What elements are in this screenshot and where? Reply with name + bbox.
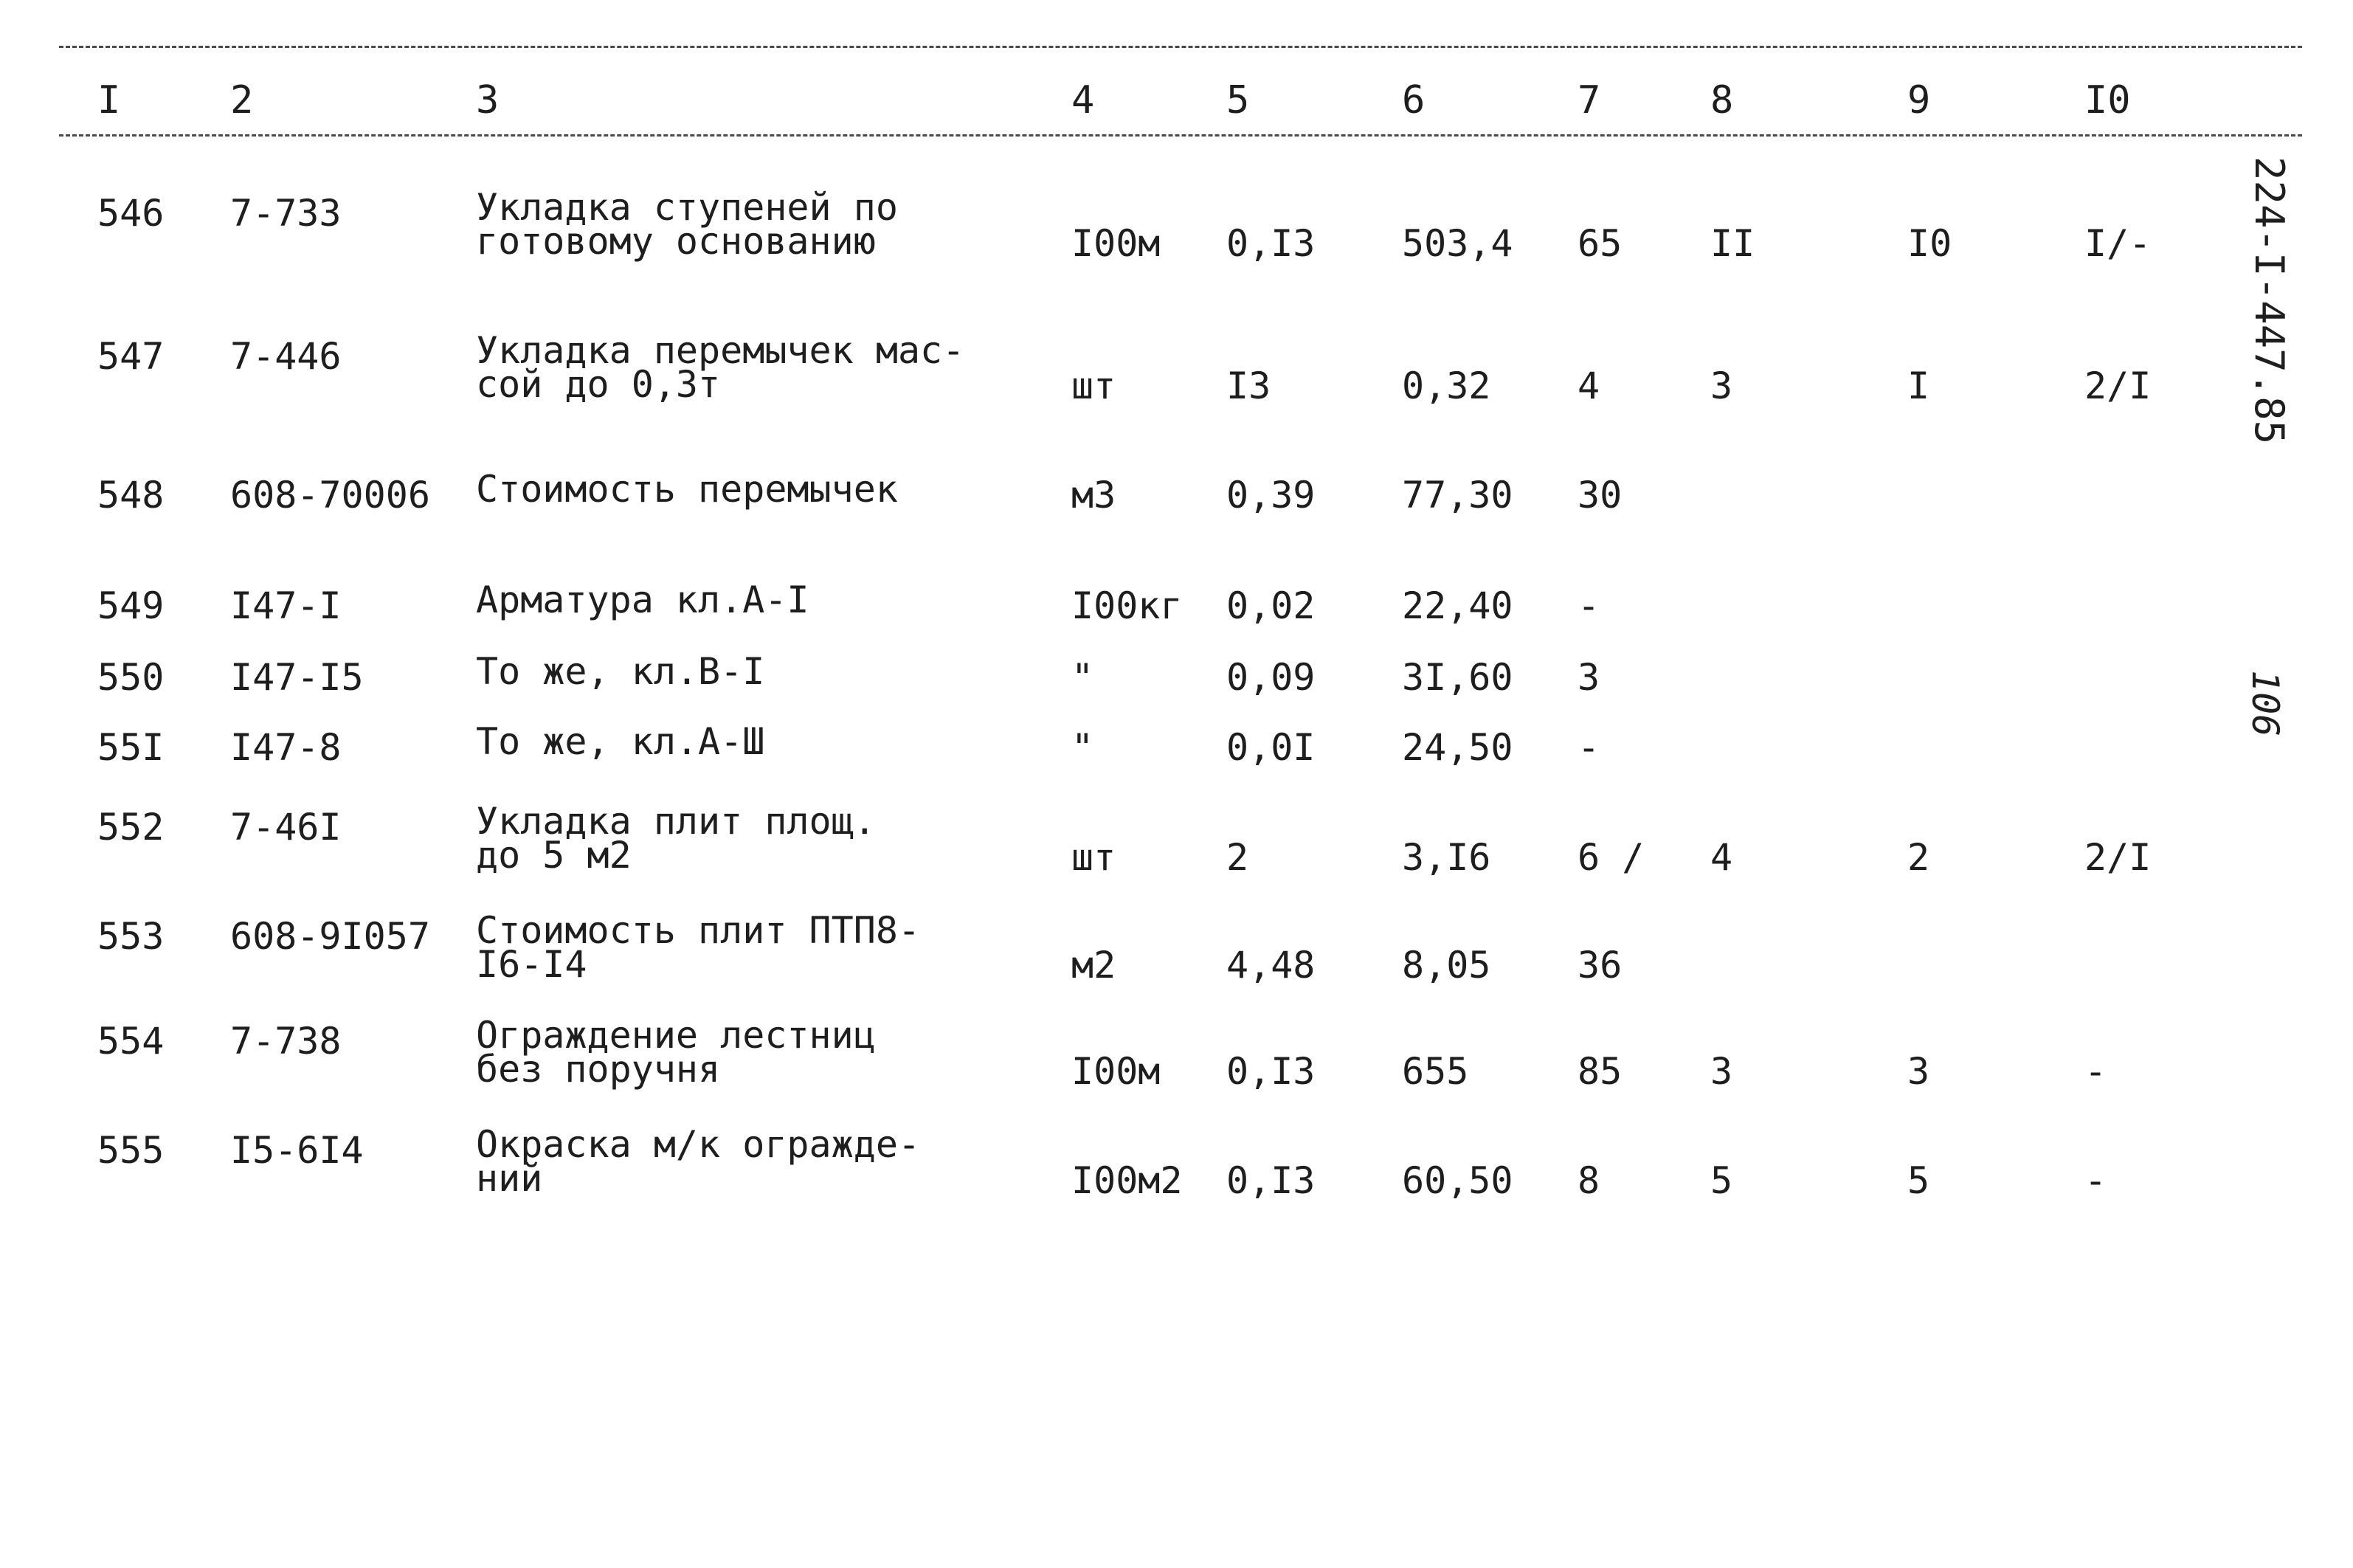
row-553-c4: м2	[1071, 944, 1116, 987]
row-554-c8: 3	[1710, 1050, 1733, 1093]
row-553-c1: 553	[97, 915, 165, 958]
row-547-c6: 0,32	[1402, 365, 1491, 407]
row-554-c9: 3	[1907, 1050, 1930, 1093]
row-548-c2: 608-70006	[230, 474, 430, 517]
row-554-c2: 7-738	[230, 1020, 342, 1063]
row-555-c9: 5	[1907, 1159, 1930, 1202]
row-550-c5: 0,09	[1226, 656, 1316, 699]
row-55I-c4: "	[1071, 726, 1094, 769]
row-546-description: Укладка ступеней по готовому основанию	[476, 186, 898, 263]
header-col-9: 9	[1907, 78, 1931, 122]
row-549-c7: -	[1578, 584, 1600, 627]
row-549-c1: 549	[97, 584, 165, 627]
row-555-c1: 555	[97, 1129, 165, 1172]
row-547-c1: 547	[97, 335, 165, 378]
row-555-c8: 5	[1710, 1159, 1733, 1202]
row-547-c9: I	[1907, 365, 1930, 407]
header-col-7: 7	[1578, 78, 1601, 122]
row-552-description: Укладка плит площ. до 5 м2	[476, 800, 876, 877]
header-rule	[59, 134, 2302, 137]
row-555-description: Окраска м/к огражде- ний	[476, 1123, 921, 1200]
row-550-c4: "	[1071, 656, 1094, 699]
row-555-c5: 0,I3	[1226, 1159, 1316, 1202]
row-547-c5: I3	[1226, 365, 1271, 407]
row-552-c9: 2	[1907, 836, 1930, 879]
row-554-c4: I00м	[1071, 1050, 1161, 1093]
page-number: 106	[2244, 670, 2287, 737]
row-552-c1: 552	[97, 806, 165, 849]
top-rule	[59, 46, 2302, 48]
row-552-c8: 4	[1710, 836, 1733, 879]
row-554-c5: 0,I3	[1226, 1050, 1316, 1093]
row-547-c7: 4	[1578, 365, 1600, 407]
row-553-c5: 4,48	[1226, 944, 1316, 987]
row-550-c1: 550	[97, 656, 165, 699]
row-546-c10: I/-	[2084, 222, 2152, 265]
row-554-description: Ограждение лестниц без поручня	[476, 1014, 876, 1091]
row-546-c5: 0,I3	[1226, 222, 1316, 265]
row-546-c1: 546	[97, 192, 165, 235]
row-546-c2: 7-733	[230, 192, 342, 235]
row-555-c6: 60,50	[1402, 1159, 1513, 1202]
row-555-c2: I5-6I4	[230, 1129, 364, 1172]
row-548-c4: м3	[1071, 474, 1116, 517]
row-549-description: Арматура кл.А-I	[476, 578, 809, 621]
row-548-c1: 548	[97, 474, 165, 517]
row-550-c7: 3	[1578, 656, 1600, 699]
row-546-c9: I0	[1907, 222, 1952, 265]
row-552-c7: 6 /	[1578, 836, 1645, 879]
row-55I-c6: 24,50	[1402, 726, 1513, 769]
row-55I-description: То же, кл.А-Ш	[476, 720, 765, 763]
header-col-1: I	[97, 78, 121, 122]
row-546-c8: II	[1710, 222, 1755, 265]
row-548-c6: 77,30	[1402, 474, 1513, 517]
row-552-c10: 2/I	[2084, 836, 2152, 879]
row-552-c5: 2	[1226, 836, 1249, 879]
row-555-c10: -	[2084, 1159, 2107, 1202]
document-code: 224-I-447.85	[2246, 156, 2292, 445]
header-col-5: 5	[1226, 78, 1250, 122]
row-55I-c1: 55I	[97, 726, 165, 769]
row-55I-c2: I47-8	[230, 726, 342, 769]
row-546-c6: 503,4	[1402, 222, 1513, 265]
row-55I-c5: 0,0I	[1226, 726, 1316, 769]
row-546-c4: I00м	[1071, 222, 1161, 265]
row-554-c1: 554	[97, 1020, 165, 1063]
row-553-c2: 608-9I057	[230, 915, 430, 958]
row-548-c5: 0,39	[1226, 474, 1316, 517]
row-550-c2: I47-I5	[230, 656, 364, 699]
header-col-8: 8	[1710, 78, 1734, 122]
row-552-c2: 7-46I	[230, 806, 342, 849]
row-554-c7: 85	[1578, 1050, 1623, 1093]
row-553-c7: 36	[1578, 944, 1623, 987]
row-549-c2: I47-I	[230, 584, 342, 627]
row-555-c4: I00м2	[1071, 1159, 1183, 1202]
row-547-c4: шт	[1071, 365, 1116, 407]
row-552-c4: шт	[1071, 836, 1116, 879]
row-549-c4: I00кг	[1071, 584, 1183, 627]
row-550-description: То же, кл.В-I	[476, 650, 765, 693]
row-555-c7: 8	[1578, 1159, 1600, 1202]
row-553-description: Стоимость плит ПТП8- I6-I4	[476, 909, 921, 986]
row-549-c6: 22,40	[1402, 584, 1513, 627]
row-554-c10: -	[2084, 1050, 2107, 1093]
row-550-c6: 3I,60	[1402, 656, 1513, 699]
row-547-description: Укладка перемычек мас- сой до 0,3т	[476, 329, 965, 406]
header-col-10: I0	[2084, 78, 2131, 122]
header-col-3: 3	[476, 78, 500, 122]
row-547-c10: 2/I	[2084, 365, 2152, 407]
row-552-c6: 3,I6	[1402, 836, 1491, 879]
header-col-4: 4	[1071, 78, 1095, 122]
row-549-c5: 0,02	[1226, 584, 1316, 627]
row-554-c6: 655	[1402, 1050, 1469, 1093]
header-col-6: 6	[1402, 78, 1426, 122]
header-col-2: 2	[230, 78, 254, 122]
row-553-c6: 8,05	[1402, 944, 1491, 987]
row-547-c8: 3	[1710, 365, 1733, 407]
row-548-description: Стоимость перемычек	[476, 468, 898, 511]
row-548-c7: 30	[1578, 474, 1623, 517]
row-546-c7: 65	[1578, 222, 1623, 265]
row-55I-c7: -	[1578, 726, 1600, 769]
row-547-c2: 7-446	[230, 335, 342, 378]
